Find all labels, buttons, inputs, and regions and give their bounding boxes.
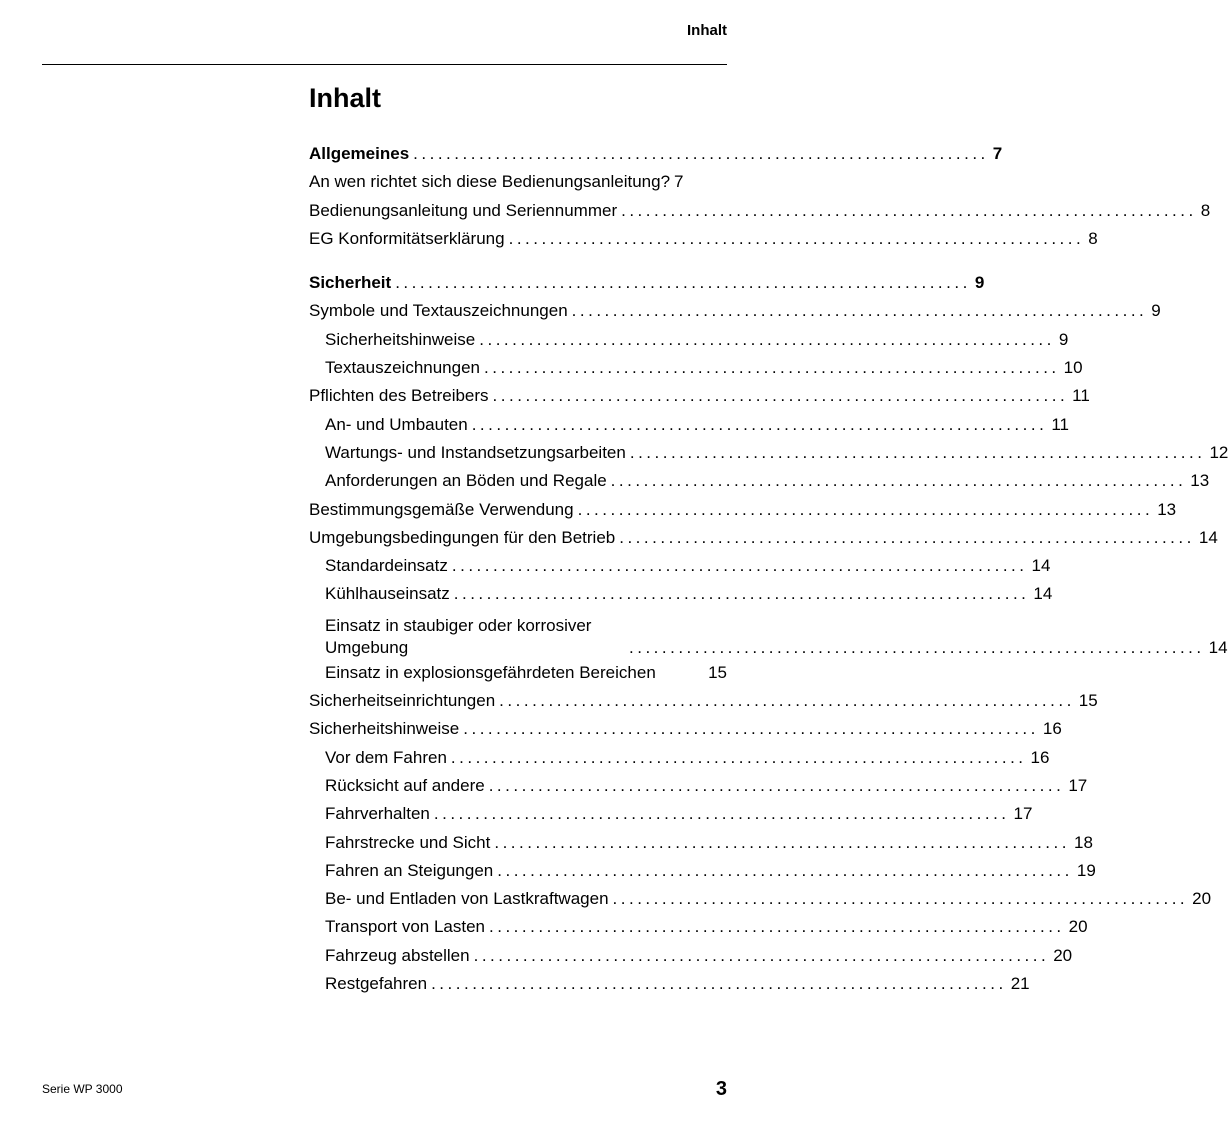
page-title: Inhalt	[309, 83, 381, 113]
toc-entry-page: 10	[1063, 358, 1083, 378]
toc-entry-page: 20	[1068, 917, 1088, 937]
toc-entry-title: Einsatz in explosionsgefährdeten Bereichen	[325, 662, 656, 682]
toc-entry-title: Sicherheitshinweise	[325, 329, 476, 349]
dot-leader: ......................................................................	[473, 945, 1050, 965]
toc-entry-sicherheitshinweise-sub[interactable]	[309, 326, 1069, 354]
toc-entry-eg-konformitaetserklaerung[interactable]	[309, 225, 1098, 253]
toc-entry-transport-von-lasten[interactable]	[309, 913, 1088, 941]
dot-leader: ......................................................................	[610, 471, 1187, 491]
toc-entry-page: 13	[1157, 499, 1177, 519]
toc-entry-title: Fahrverhalten	[325, 804, 430, 824]
toc-entry-title: Restgefahren	[325, 974, 428, 994]
toc-entry-title: Fahrstrecke und Sicht	[325, 832, 491, 852]
toc-entry-title: Allgemeines	[309, 144, 410, 163]
toc-entry-title: Symbole und Textauszeichnungen	[309, 301, 568, 321]
toc-entry-title: Sicherheit	[309, 273, 392, 293]
toc-entry-title: Einsatz in staubiger oder korrosiver Umgebung	[325, 615, 592, 657]
toc-entry-restgefahren[interactable]	[309, 970, 1030, 998]
dot-leader: ......................................................................	[413, 144, 989, 163]
footer-series-label: Serie WP 3000	[42, 1082, 123, 1096]
toc-entry-page: 14	[1031, 556, 1051, 576]
toc-entry-title: EG Konformitätserklärung	[309, 228, 505, 248]
dot-leader: ......................................................................	[484, 358, 1060, 378]
toc-entry-an-und-umbauten[interactable]	[309, 411, 1069, 439]
toc-entry-page: 18	[1073, 832, 1093, 852]
toc-entry-page: 20	[1192, 889, 1212, 909]
dot-leader: ......................................................................	[508, 228, 1085, 248]
toc-entry-fahrverhalten[interactable]	[309, 800, 1033, 828]
toc-entry-kuehlhauseinsatz[interactable]	[309, 580, 1053, 608]
toc-entry-page: 14	[1033, 584, 1053, 604]
toc-entry-page: 9	[1058, 329, 1069, 349]
dot-leader: ......................................................................	[629, 442, 1206, 462]
toc-entry-allgemeines[interactable]	[309, 140, 1003, 168]
toc-entry-page: 9	[974, 273, 985, 293]
toc-entry-page: 15	[1078, 691, 1098, 711]
dot-leader: ......................................................................	[494, 832, 1070, 852]
toc-entry-page: 8	[1200, 200, 1211, 220]
toc-entry-page: 16	[1030, 747, 1050, 767]
toc-entry-einsatz-explosionsgefaehrdet[interactable]	[309, 659, 727, 687]
toc-entry-page: 17	[1068, 775, 1088, 795]
toc-entry-page: 11	[1072, 386, 1090, 406]
toc-entry-sicherheit[interactable]	[309, 269, 985, 297]
toc-entry-einsatz-staubig-korrosiv[interactable]	[309, 609, 1228, 659]
footer-page-number: 3	[715, 1078, 727, 1100]
toc-entry-textauszeichnungen[interactable]	[309, 354, 1083, 382]
toc-entry-title: Be- und Entladen von Lastkraftwagen	[325, 889, 609, 909]
toc-entry-page: 7	[992, 144, 1003, 163]
toc-entry-title: Rücksicht auf andere	[325, 775, 485, 795]
table-of-contents	[309, 140, 1228, 998]
running-header-title: Inhalt	[687, 22, 727, 39]
dot-leader: ......................................................................	[489, 917, 1065, 937]
dot-leader: ......................................................................	[433, 804, 1010, 824]
toc-entry-symbole-textauszeichnungen[interactable]	[309, 297, 1161, 325]
toc-entry-title: Fahrzeug abstellen	[325, 945, 470, 965]
dot-leader: ......................................................................	[463, 719, 1039, 739]
toc-entry-ruecksicht-auf-andere[interactable]	[309, 772, 1088, 800]
toc-entry-title: Sicherheitseinrichtungen	[309, 691, 496, 711]
toc-entry-title: Standardeinsatz	[325, 556, 448, 576]
dot-leader: ......................................................................	[453, 584, 1030, 604]
toc-entry-page: 19	[1076, 860, 1096, 880]
toc-entry-sicherheitshinweise[interactable]	[309, 715, 1062, 743]
toc-entry-an-wen-richtet-sich[interactable]	[309, 168, 727, 196]
toc-entry-title: Anforderungen an Böden und Regale	[325, 471, 607, 491]
toc-entry-vor-dem-fahren[interactable]	[309, 744, 1050, 772]
dot-leader: ......................................................................	[479, 329, 1055, 349]
toc-entry-sicherheitseinrichtungen[interactable]	[309, 687, 1098, 715]
toc-entry-anforderungen-boeden-regale[interactable]	[309, 467, 1210, 495]
dot-leader: ......................................................................	[471, 414, 1048, 434]
dot-leader: ......................................................................	[621, 200, 1197, 220]
toc-entry-page: 11	[1051, 414, 1069, 434]
toc-entry-title: Transport von Lasten	[325, 917, 486, 937]
toc-entry-bedienungsanleitung-seriennummer[interactable]	[309, 197, 1211, 225]
dot-leader: ......................................................................	[499, 691, 1075, 711]
toc-entry-fahrzeug-abstellen[interactable]	[309, 942, 1073, 970]
toc-entry-title: Bedienungsanleitung und Seriennummer	[309, 200, 618, 220]
toc-entry-title: Vor dem Fahren	[325, 747, 447, 767]
toc-entry-page: 13	[1190, 471, 1210, 491]
toc-entry-page: 7	[674, 172, 684, 192]
dot-leader: ......................................................................	[450, 747, 1027, 767]
header-divider	[42, 64, 727, 65]
dot-leader: ......................................................................	[497, 860, 1073, 880]
toc-entry-page: 20	[1053, 945, 1073, 965]
toc-entry-title: Fahren an Steigungen	[325, 860, 494, 880]
toc-entry-page: 16	[1042, 719, 1062, 739]
toc-entry-title: Bestimmungsgemäße Verwendung	[309, 499, 574, 519]
toc-entry-title: Kühlhauseinsatz	[325, 584, 450, 604]
toc-entry-fahrstrecke-und-sicht[interactable]	[309, 829, 1093, 857]
toc-entry-title: Wartungs- und Instandsetzungsarbeiten	[325, 442, 626, 462]
dot-leader: ......................................................................	[488, 775, 1065, 795]
dot-leader: ......................................................................	[395, 273, 971, 293]
toc-entry-page: 12	[1209, 442, 1228, 462]
dot-leader: ......................................................................	[619, 527, 1195, 547]
toc-entry-page: 14	[1198, 527, 1218, 547]
toc-entry-title: Sicherheitshinweise	[309, 719, 460, 739]
toc-entry-page: 17	[1013, 804, 1033, 824]
toc-entry-page: 15	[708, 662, 727, 682]
toc-entry-page: 14	[1208, 637, 1228, 657]
toc-entry-title: Umgebungsbedingungen für den Betrieb	[309, 527, 616, 547]
toc-entry-fahren-an-steigungen[interactable]	[309, 857, 1096, 885]
toc-entry-be-und-entladen[interactable]	[309, 885, 1212, 913]
toc-entry-page: 8	[1088, 228, 1098, 248]
dot-leader: ......................................................................	[577, 499, 1154, 519]
dot-leader: ......................................................................	[612, 889, 1189, 909]
toc-entry-title: An- und Umbauten	[325, 414, 468, 434]
section-gap	[309, 253, 727, 269]
toc-entry-umgebungsbedingungen[interactable]	[309, 524, 1218, 552]
toc-entry-page: 9	[1151, 301, 1161, 321]
toc-entry-standardeinsatz[interactable]	[309, 552, 1051, 580]
toc-entry-title: Textauszeichnungen	[325, 358, 481, 378]
toc-entry-title: An wen richtet sich diese Bedienungsanleitung?	[309, 172, 671, 192]
dot-leader: ......................................................................	[571, 301, 1148, 321]
dot-leader: ......................................................................	[629, 637, 1205, 657]
toc-entry-bestimmungsgemaesse-verwendung[interactable]	[309, 496, 1177, 524]
dot-leader: ......................................................................	[451, 556, 1028, 576]
dot-leader: ......................................................................	[492, 386, 1069, 406]
dot-leader: ......................................................................	[431, 974, 1007, 994]
toc-entry-page: 21	[1010, 974, 1030, 994]
toc-entry-wartungsarbeiten[interactable]	[309, 439, 1228, 467]
toc-entry-title: Pflichten des Betreibers	[309, 386, 489, 406]
toc-entry-pflichten-des-betreibers[interactable]	[309, 382, 1090, 410]
